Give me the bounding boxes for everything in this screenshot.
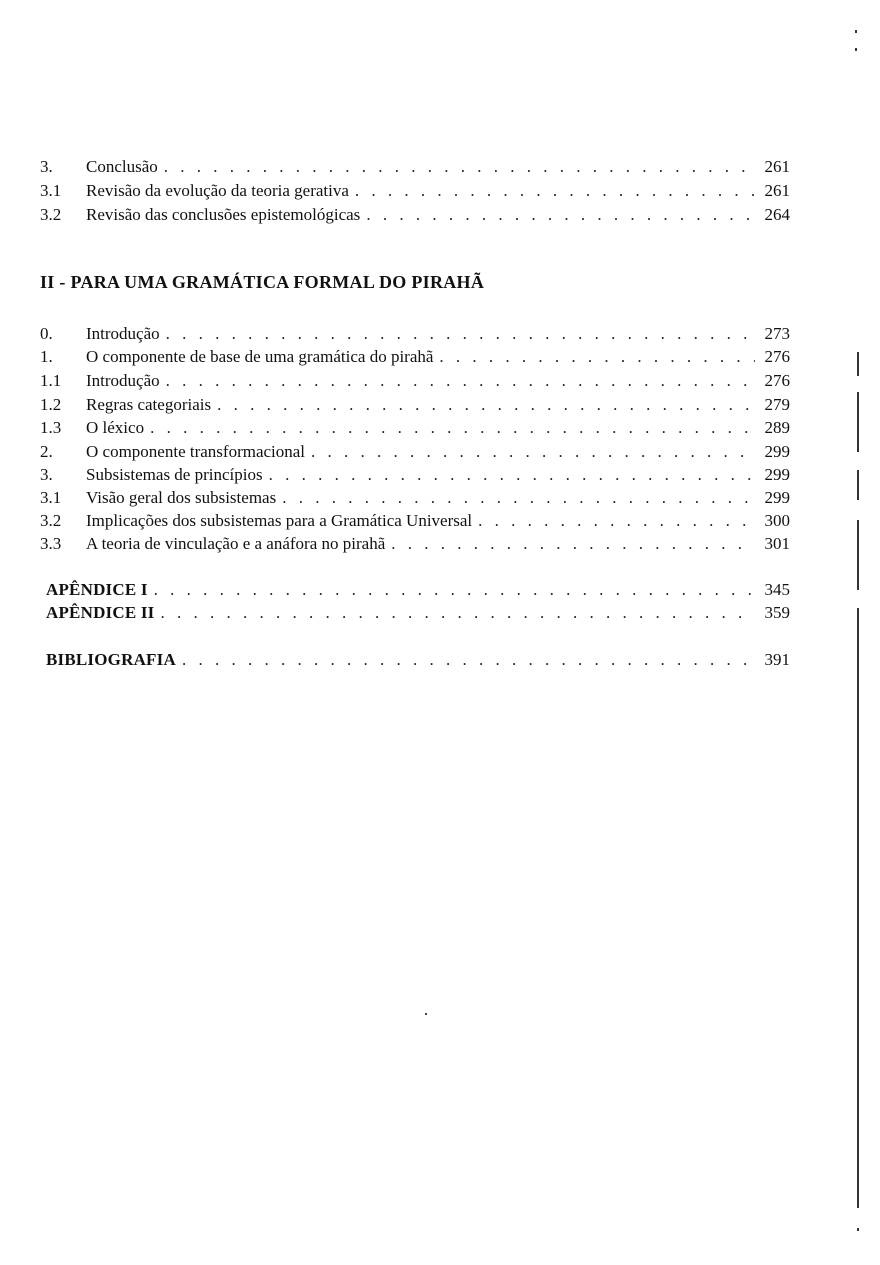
- entry-title: Introdução: [86, 324, 160, 343]
- entry-page-number: 301: [764, 534, 790, 553]
- entry-page-number: 299: [764, 488, 790, 507]
- scan-speck: [425, 1013, 427, 1015]
- entry-number: 3.2: [40, 205, 62, 224]
- entry-number: 1.3: [40, 418, 62, 437]
- toc-row-appendix: [46, 602, 790, 624]
- entry-number: 2.: [40, 442, 53, 461]
- toc-row: [40, 346, 790, 368]
- toc-row-bibliography: [46, 649, 790, 671]
- entry-number: 3.2: [40, 511, 62, 530]
- dot-leader: [391, 533, 754, 555]
- entry-page-number: 289: [764, 418, 790, 437]
- entry-page-number: 345: [764, 580, 790, 599]
- dot-leader: [166, 323, 755, 345]
- dot-leader: [154, 579, 755, 601]
- entry-page-number: 261: [764, 181, 790, 200]
- entry-title: Revisão da evolução da teoria gerativa: [86, 181, 349, 200]
- entry-title: APÊNDICE I: [46, 580, 148, 599]
- entry-number: 3.1: [40, 181, 62, 200]
- toc-row: [40, 156, 790, 178]
- dot-leader: [282, 487, 754, 509]
- entry-title: Implicações dos subsistemas para a Gramática Universal: [86, 511, 473, 530]
- entry-page-number: 300: [764, 511, 790, 530]
- scan-speck: [855, 30, 857, 33]
- entry-title: Introdução: [86, 371, 160, 390]
- entry-page-number: 299: [764, 442, 790, 461]
- entry-title: A teoria de vinculação e a anáfora no pirahã: [86, 534, 386, 553]
- dot-leader: [217, 394, 754, 416]
- dot-leader: [150, 417, 754, 439]
- entry-page-number: 276: [764, 347, 790, 366]
- scan-margin-line: [857, 352, 859, 376]
- entry-title: O componente de base de uma gramática do pirahã: [86, 347, 434, 366]
- toc-row: [40, 464, 790, 486]
- entry-page-number: 276: [764, 371, 790, 390]
- toc-row: [40, 180, 790, 202]
- entry-title: O componente transformacional: [86, 442, 306, 461]
- entry-number: 3.: [40, 465, 53, 484]
- entry-page-number: 279: [764, 395, 790, 414]
- toc-row: [40, 510, 790, 532]
- entry-title: Conclusão: [86, 157, 158, 176]
- toc-row: [40, 533, 790, 555]
- toc-row: [40, 370, 790, 392]
- entry-page-number: 299: [764, 465, 790, 484]
- toc-row: [40, 441, 790, 463]
- entry-page-number: 359: [764, 603, 790, 622]
- dot-leader: [439, 346, 754, 368]
- entry-page-number: 261: [764, 157, 790, 176]
- scan-speck: [855, 48, 857, 51]
- scan-margin-line: [857, 470, 859, 500]
- dot-leader: [366, 204, 754, 226]
- entry-number: 3.3: [40, 534, 62, 553]
- entry-number: 3.1: [40, 488, 62, 507]
- entry-number: 3.: [40, 157, 53, 176]
- toc-row: [40, 323, 790, 345]
- section-heading: II - PARA UMA GRAMÁTICA FORMAL DO PIRAHÃ: [40, 272, 485, 292]
- entry-title: BIBLIOGRAFIA: [46, 650, 176, 669]
- entry-page-number: 391: [764, 650, 790, 669]
- entry-page-number: 264: [764, 205, 790, 224]
- entry-number: 1.1: [40, 371, 62, 390]
- dot-leader: [164, 156, 755, 178]
- dot-leader: [355, 180, 755, 202]
- scan-margin-line: [857, 520, 859, 590]
- toc-row: [40, 394, 790, 416]
- toc-row: [40, 417, 790, 439]
- entry-title: Revisão das conclusões epistemológicas: [86, 205, 361, 224]
- scan-speck: [857, 1228, 859, 1231]
- entry-title: Regras categoriais: [86, 395, 212, 414]
- entry-number: 1.: [40, 347, 53, 366]
- toc-row: [40, 487, 790, 509]
- dot-leader: [160, 602, 754, 624]
- dot-leader: [269, 464, 755, 486]
- dot-leader: [478, 510, 754, 532]
- entry-title: Subsistemas de princípios: [86, 465, 263, 484]
- toc-row-appendix: [46, 579, 790, 601]
- entry-number: 1.2: [40, 395, 62, 414]
- dot-leader: [166, 370, 755, 392]
- entry-page-number: 273: [764, 324, 790, 343]
- entry-title: O léxico: [86, 418, 145, 437]
- toc-row: [40, 204, 790, 226]
- dot-leader: [182, 649, 755, 671]
- entry-title: APÊNDICE II: [46, 603, 155, 622]
- scan-margin-line: [857, 392, 859, 452]
- entry-title: Visão geral dos subsistemas: [86, 488, 277, 507]
- scan-margin-line: [857, 608, 859, 1208]
- dot-leader: [311, 441, 754, 463]
- entry-number: 0.: [40, 324, 53, 343]
